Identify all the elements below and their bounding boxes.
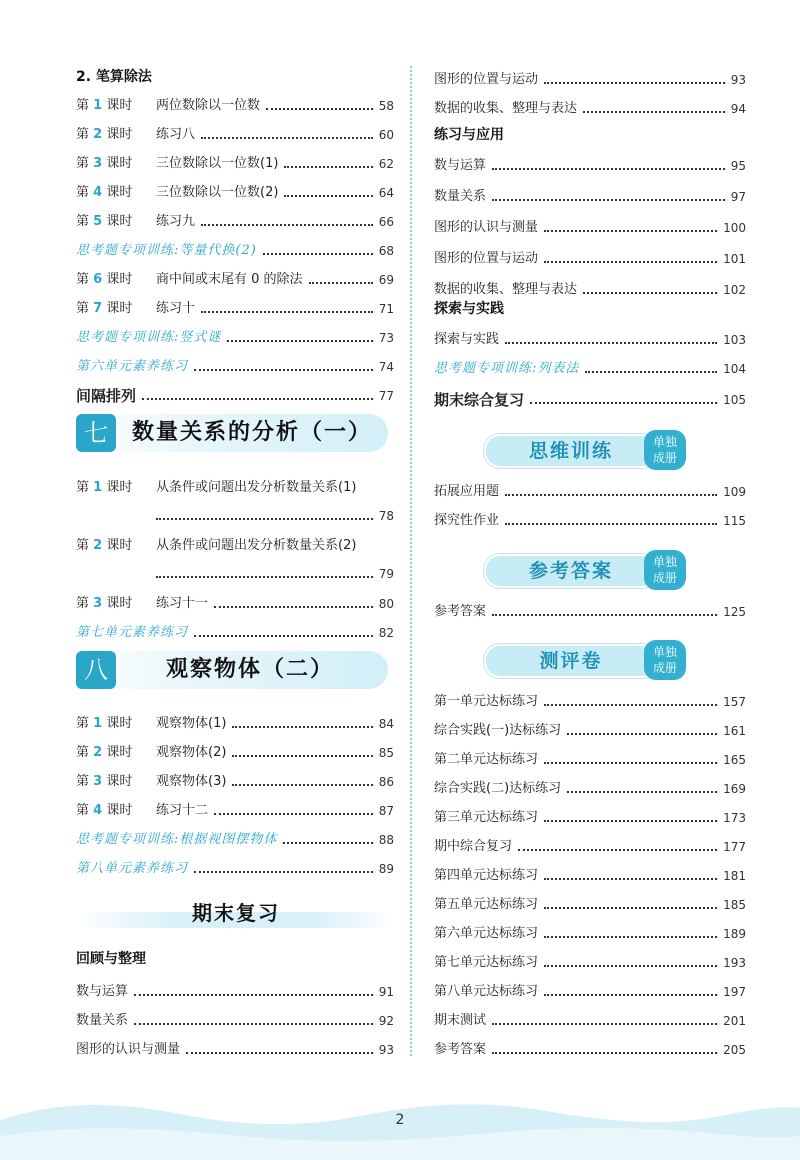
toc-row-label: 综合实践(一)达标练习 — [434, 723, 562, 738]
lesson-topic: 练习十一 — [156, 596, 209, 611]
toc-row-label — [76, 214, 195, 230]
leader-dots — [232, 755, 372, 757]
leader-dots — [505, 494, 717, 496]
toc-row-label: 探究性作业 — [434, 513, 500, 528]
leader-dots — [227, 340, 372, 342]
leader-dots — [544, 965, 717, 967]
leader-dots — [309, 282, 373, 284]
page-number-ref: 103 — [723, 333, 746, 347]
toc-row-label: 参考答案 — [434, 604, 487, 619]
leader-dots — [544, 230, 717, 232]
lesson-topic: 三位数除以一位数(2) — [156, 185, 279, 200]
toc-row-line2[interactable] — [76, 500, 394, 524]
lesson-number: 第 2 课时 — [76, 538, 133, 553]
section-heading-division: 2. 笔算除法 — [76, 69, 152, 85]
lesson-digit: 3 — [93, 774, 103, 789]
page-number-ref: 181 — [723, 869, 746, 883]
toc-row-line2[interactable] — [76, 558, 394, 582]
toc-row-label: 第六单元达标练习 — [434, 926, 539, 941]
tag-line-2: 成册 — [652, 571, 677, 585]
toc-row-label — [76, 538, 356, 554]
toc-row[interactable] — [76, 90, 394, 114]
lesson-number: 第 3 课时 — [76, 156, 133, 171]
tag-line-1: 单独 — [652, 435, 677, 449]
lesson-digit: 6 — [93, 272, 103, 287]
page-number-ref: 69 — [378, 273, 394, 287]
toc-row-label: 第五单元达标练习 — [434, 897, 539, 912]
page-number-ref: 95 — [730, 159, 746, 173]
toc-row[interactable] — [434, 181, 746, 205]
toc-row-label: 参考答案 — [434, 1042, 487, 1057]
lesson-topic: 两位数除以一位数 — [156, 98, 261, 113]
leader-dots — [583, 292, 717, 294]
toc-row[interactable] — [434, 889, 746, 913]
toc-row[interactable] — [76, 795, 394, 819]
lesson-number: 第 1 课时 — [76, 98, 133, 113]
thinking-title: 思维训练 — [484, 434, 658, 468]
unit7-badge: 七 — [76, 414, 116, 452]
page-number-ref: 58 — [378, 99, 394, 113]
toc-row-label — [76, 803, 208, 819]
toc-row[interactable] — [434, 744, 746, 768]
toc-row-label: 思考题专项训练:等量代换(2) — [76, 243, 257, 258]
lesson-number: 第 2 课时 — [76, 745, 133, 760]
toc-row-label: 间隔排列 — [76, 387, 137, 405]
page-number-ref: 86 — [378, 775, 394, 789]
toc-row-label — [76, 596, 208, 612]
toc-row[interactable] — [76, 1034, 394, 1058]
lesson-digit: 3 — [93, 156, 103, 171]
tag-line-2: 成册 — [652, 661, 677, 675]
page-number-ref: 93 — [730, 73, 746, 87]
leader-dots — [492, 199, 725, 201]
leader-dots — [186, 1052, 373, 1054]
toc-row[interactable] — [434, 918, 746, 942]
toc-row[interactable] — [434, 505, 746, 529]
leader-dots — [544, 907, 717, 909]
leader-dots — [232, 726, 372, 728]
answers-banner — [484, 552, 694, 588]
lesson-topic: 练习八 — [156, 127, 196, 142]
toc-row[interactable] — [434, 64, 746, 88]
toc-row-line1 — [76, 472, 394, 496]
page-number-ref: 64 — [378, 186, 394, 200]
leader-dots — [214, 813, 373, 815]
page-number-ref: 92 — [378, 1014, 394, 1028]
lesson-digit: 2 — [93, 745, 103, 760]
page-number: 2 — [395, 1112, 405, 1128]
toc-row[interactable] — [434, 715, 746, 739]
page-number-ref: 94 — [730, 102, 746, 116]
toc-row[interactable] — [76, 293, 394, 317]
leader-dots — [492, 1052, 717, 1054]
page-number-ref: 161 — [723, 724, 746, 738]
lesson-digit: 2 — [93, 538, 103, 553]
tag-line-1: 单独 — [652, 645, 677, 659]
toc-row-label: 第三单元达标练习 — [434, 810, 539, 825]
toc-row[interactable] — [434, 212, 746, 236]
page-number-ref: 205 — [723, 1043, 746, 1057]
toc-row[interactable] — [76, 206, 394, 230]
page-number-ref: 104 — [723, 362, 746, 376]
leader-dots — [134, 1023, 373, 1025]
toc-row-label: 第七单元达标练习 — [434, 955, 539, 970]
page-number-ref: 185 — [723, 898, 746, 912]
leader-dots — [544, 994, 717, 996]
tests-banner — [484, 642, 694, 678]
toc-row-label: 第八单元素养练习 — [76, 861, 189, 876]
toc-row[interactable] — [76, 148, 394, 172]
toc-row-label — [76, 774, 226, 790]
toc-row[interactable] — [76, 708, 394, 732]
page-number-ref: 165 — [723, 753, 746, 767]
lesson-number: 第 1 课时 — [76, 716, 133, 731]
page-number-ref: 77 — [378, 389, 394, 403]
page-number-ref: 66 — [378, 215, 394, 229]
lesson-digit: 1 — [93, 480, 103, 495]
page-number-ref: 189 — [723, 927, 746, 941]
lesson-topic: 从条件或问题出发分析数量关系(1) — [156, 480, 357, 495]
lesson-digit: 3 — [93, 596, 103, 611]
lesson-digit: 2 — [93, 127, 103, 142]
lesson-topic: 从条件或问题出发分析数量关系(2) — [156, 538, 357, 553]
page-number-ref: 91 — [378, 985, 394, 999]
toc-row[interactable] — [76, 264, 394, 288]
toc-row[interactable] — [76, 766, 394, 790]
page-number-ref: 101 — [723, 252, 746, 266]
lesson-topic: 三位数除以一位数(1) — [156, 156, 279, 171]
page-number-ref: 80 — [378, 597, 394, 611]
explore-heading: 探索与实践 — [434, 301, 504, 317]
toc-row[interactable] — [434, 860, 746, 884]
toc-row[interactable] — [76, 824, 394, 848]
page-number-ref: 85 — [378, 746, 394, 760]
leader-dots — [544, 762, 717, 764]
page-number-ref: 84 — [378, 717, 394, 731]
page-number-ref: 197 — [723, 985, 746, 999]
leader-dots — [194, 871, 373, 873]
leader-dots — [492, 614, 717, 616]
toc-row-label: 拓展应用题 — [434, 484, 500, 499]
leader-dots — [544, 261, 717, 263]
tag-line-2: 成册 — [652, 451, 677, 465]
page-number-ref: 201 — [723, 1014, 746, 1028]
leader-dots — [284, 166, 372, 168]
leader-dots — [585, 371, 717, 373]
leader-dots — [201, 311, 373, 313]
toc-row-label: 第八单元达标练习 — [434, 984, 539, 999]
leader-dots — [544, 878, 717, 880]
leader-dots — [194, 369, 373, 371]
toc-row-label: 数据的收集、整理与表达 — [434, 282, 578, 297]
toc-row-label: 数量关系 — [434, 189, 487, 204]
page-number-ref: 93 — [378, 1043, 394, 1057]
lesson-digit: 1 — [93, 98, 103, 113]
toc-row[interactable] — [76, 351, 394, 375]
toc-row-label: 第七单元素养练习 — [76, 625, 189, 640]
page-number-ref: 100 — [723, 221, 746, 235]
toc-row-label: 第二单元达标练习 — [434, 752, 539, 767]
leader-dots — [567, 791, 717, 793]
leader-dots — [232, 784, 372, 786]
leader-dots — [492, 168, 725, 170]
final-review-title: 期末复习 — [192, 901, 280, 925]
lesson-digit: 4 — [93, 803, 103, 818]
page-number-ref: 88 — [378, 833, 394, 847]
toc-row[interactable] — [434, 353, 746, 377]
page-number-ref: 60 — [378, 128, 394, 142]
lesson-number: 第 3 课时 — [76, 774, 133, 789]
leader-dots — [156, 576, 373, 578]
page-number-ref: 109 — [723, 485, 746, 499]
toc-row[interactable] — [76, 737, 394, 761]
unit7-banner — [76, 414, 388, 452]
unit8-banner — [76, 651, 388, 689]
lesson-number: 第 4 课时 — [76, 185, 133, 200]
page-number-ref: 62 — [378, 157, 394, 171]
answers-separate-tag — [644, 550, 686, 590]
toc-row[interactable] — [76, 976, 394, 1000]
tests-title: 测评卷 — [484, 644, 658, 678]
page-number-ref: 115 — [723, 514, 746, 528]
toc-row-label: 期末测试 — [434, 1013, 487, 1028]
page-number-ref: 89 — [378, 862, 394, 876]
leader-dots — [214, 606, 373, 608]
page-number-ref: 82 — [378, 626, 394, 640]
toc-row-label: 第四单元达标练习 — [434, 868, 539, 883]
leader-dots — [544, 820, 717, 822]
lesson-digit: 4 — [93, 185, 103, 200]
toc-row-label: 期末综合复习 — [434, 391, 525, 409]
toc-row-label: 图形的位置与运动 — [434, 72, 539, 87]
toc-row-label: 图形的位置与运动 — [434, 251, 539, 266]
unit8-title: 观察物体（二） — [165, 657, 334, 682]
page-number-ref: 68 — [378, 244, 394, 258]
page-number-ref: 177 — [723, 840, 746, 854]
toc-row[interactable] — [434, 686, 746, 710]
toc-row-label: 数据的收集、整理与表达 — [434, 101, 578, 116]
toc-row-line1 — [76, 530, 394, 554]
leader-dots — [201, 137, 373, 139]
page-number-ref: 102 — [723, 283, 746, 297]
thinking-banner — [484, 432, 694, 468]
toc-row[interactable] — [434, 243, 746, 267]
leader-dots — [544, 82, 725, 84]
toc-row-label: 数与运算 — [76, 984, 129, 999]
toc-row[interactable] — [434, 93, 746, 117]
toc-row[interactable] — [76, 617, 394, 641]
page-number-ref: 74 — [378, 360, 394, 374]
toc-row-label — [76, 272, 303, 288]
toc-row[interactable] — [434, 274, 746, 298]
toc-row-label: 期中综合复习 — [434, 839, 513, 854]
tag-line-1: 单独 — [652, 555, 677, 569]
leader-dots — [194, 635, 373, 637]
toc-row-label — [76, 480, 356, 496]
toc-row[interactable] — [434, 384, 746, 408]
toc-row-label: 综合实践(二)达标练习 — [434, 781, 562, 796]
lesson-number: 第 6 课时 — [76, 272, 133, 287]
toc-row[interactable] — [76, 853, 394, 877]
toc-row[interactable] — [76, 177, 394, 201]
lesson-topic: 练习十 — [156, 301, 196, 316]
unit7-title: 数量关系的分析（一） — [132, 420, 373, 445]
toc-row-label — [76, 716, 226, 732]
lesson-topic: 练习十二 — [156, 803, 209, 818]
toc-row[interactable] — [434, 150, 746, 174]
toc-row[interactable] — [434, 596, 746, 620]
thinking-separate-tag — [644, 430, 686, 470]
page-number-ref: 87 — [378, 804, 394, 818]
page-number-ref: 173 — [723, 811, 746, 825]
toc-row[interactable] — [434, 324, 746, 348]
leader-dots — [266, 108, 373, 110]
leader-dots — [505, 342, 717, 344]
toc-row[interactable] — [434, 976, 746, 1000]
practice-heading: 练习与应用 — [434, 127, 504, 143]
toc-row-label — [76, 301, 195, 317]
lesson-number: 第 3 课时 — [76, 596, 133, 611]
toc-row-label: 第一单元达标练习 — [434, 694, 539, 709]
toc-row[interactable] — [76, 322, 394, 346]
toc-row[interactable] — [76, 235, 394, 259]
toc-row-label — [76, 745, 226, 761]
column-divider — [410, 66, 412, 1056]
toc-row[interactable] — [434, 476, 746, 500]
toc-row[interactable] — [434, 831, 746, 855]
toc-row-label: 思考题专项训练:竖式谜 — [76, 330, 222, 345]
lesson-topic: 练习九 — [156, 214, 196, 229]
lesson-topic: 观察物体(2) — [156, 745, 227, 760]
toc-row[interactable] — [434, 1005, 746, 1029]
toc-row-label — [76, 127, 195, 143]
page-number-ref: 169 — [723, 782, 746, 796]
toc-row[interactable] — [76, 1005, 394, 1029]
lesson-topic: 观察物体(3) — [156, 774, 227, 789]
page-number-ref: 157 — [723, 695, 746, 709]
lesson-digit: 1 — [93, 716, 103, 731]
toc-row-label — [76, 98, 260, 114]
toc-row-label — [76, 156, 278, 172]
toc-row-label: 思考题专项训练:根据视图摆物体 — [76, 832, 278, 847]
leader-dots — [518, 849, 717, 851]
lesson-topic: 商中间或末尾有 0 的除法 — [156, 272, 303, 287]
page-number-ref: 79 — [378, 567, 394, 581]
page-number-ref: 125 — [723, 605, 746, 619]
toc-row[interactable] — [434, 947, 746, 971]
toc-row-label: 图形的认识与测量 — [434, 220, 539, 235]
toc-row[interactable] — [76, 119, 394, 143]
leader-dots — [492, 1023, 717, 1025]
toc-row-label: 思考题专项训练:列表法 — [434, 361, 580, 376]
leader-dots — [284, 195, 372, 197]
leader-dots — [263, 253, 373, 255]
leader-dots — [156, 518, 373, 520]
leader-dots — [134, 994, 373, 996]
page-number-ref: 78 — [378, 509, 394, 523]
leader-dots — [544, 936, 717, 938]
toc-row[interactable] — [76, 380, 394, 404]
toc-row[interactable] — [76, 588, 394, 612]
lesson-number: 第 2 课时 — [76, 127, 133, 142]
lesson-number: 第 5 课时 — [76, 214, 133, 229]
page-number-ref: 73 — [378, 331, 394, 345]
page-number-ref: 105 — [723, 393, 746, 407]
page-number-ref: 193 — [723, 956, 746, 970]
tests-separate-tag — [644, 640, 686, 680]
leader-dots — [530, 402, 717, 404]
lesson-number: 第 1 课时 — [76, 480, 133, 495]
lesson-digit: 5 — [93, 214, 103, 229]
answers-title: 参考答案 — [484, 554, 658, 588]
page-number-ref: 71 — [378, 302, 394, 316]
lesson-topic: 观察物体(1) — [156, 716, 227, 731]
leader-dots — [544, 704, 717, 706]
toc-row-label: 数与运算 — [434, 158, 487, 173]
toc-row-label: 探索与实践 — [434, 332, 500, 347]
toc-row[interactable] — [434, 1034, 746, 1058]
unit8-badge: 八 — [76, 651, 116, 689]
leader-dots — [142, 398, 373, 400]
leader-dots — [201, 224, 373, 226]
review-subheading: 回顾与整理 — [76, 951, 146, 967]
toc-row[interactable] — [434, 773, 746, 797]
toc-row-label — [76, 185, 278, 201]
lesson-number: 第 4 课时 — [76, 803, 133, 818]
leader-dots — [567, 733, 717, 735]
leader-dots — [583, 111, 725, 113]
lesson-number: 第 7 课时 — [76, 301, 133, 316]
leader-dots — [283, 842, 372, 844]
toc-row-label: 图形的认识与测量 — [76, 1042, 181, 1057]
page-number-ref: 97 — [730, 190, 746, 204]
leader-dots — [505, 523, 717, 525]
toc-row-label: 数量关系 — [76, 1013, 129, 1028]
lesson-digit: 7 — [93, 301, 103, 316]
toc-row-label: 第六单元素养练习 — [76, 359, 189, 374]
toc-row[interactable] — [434, 802, 746, 826]
